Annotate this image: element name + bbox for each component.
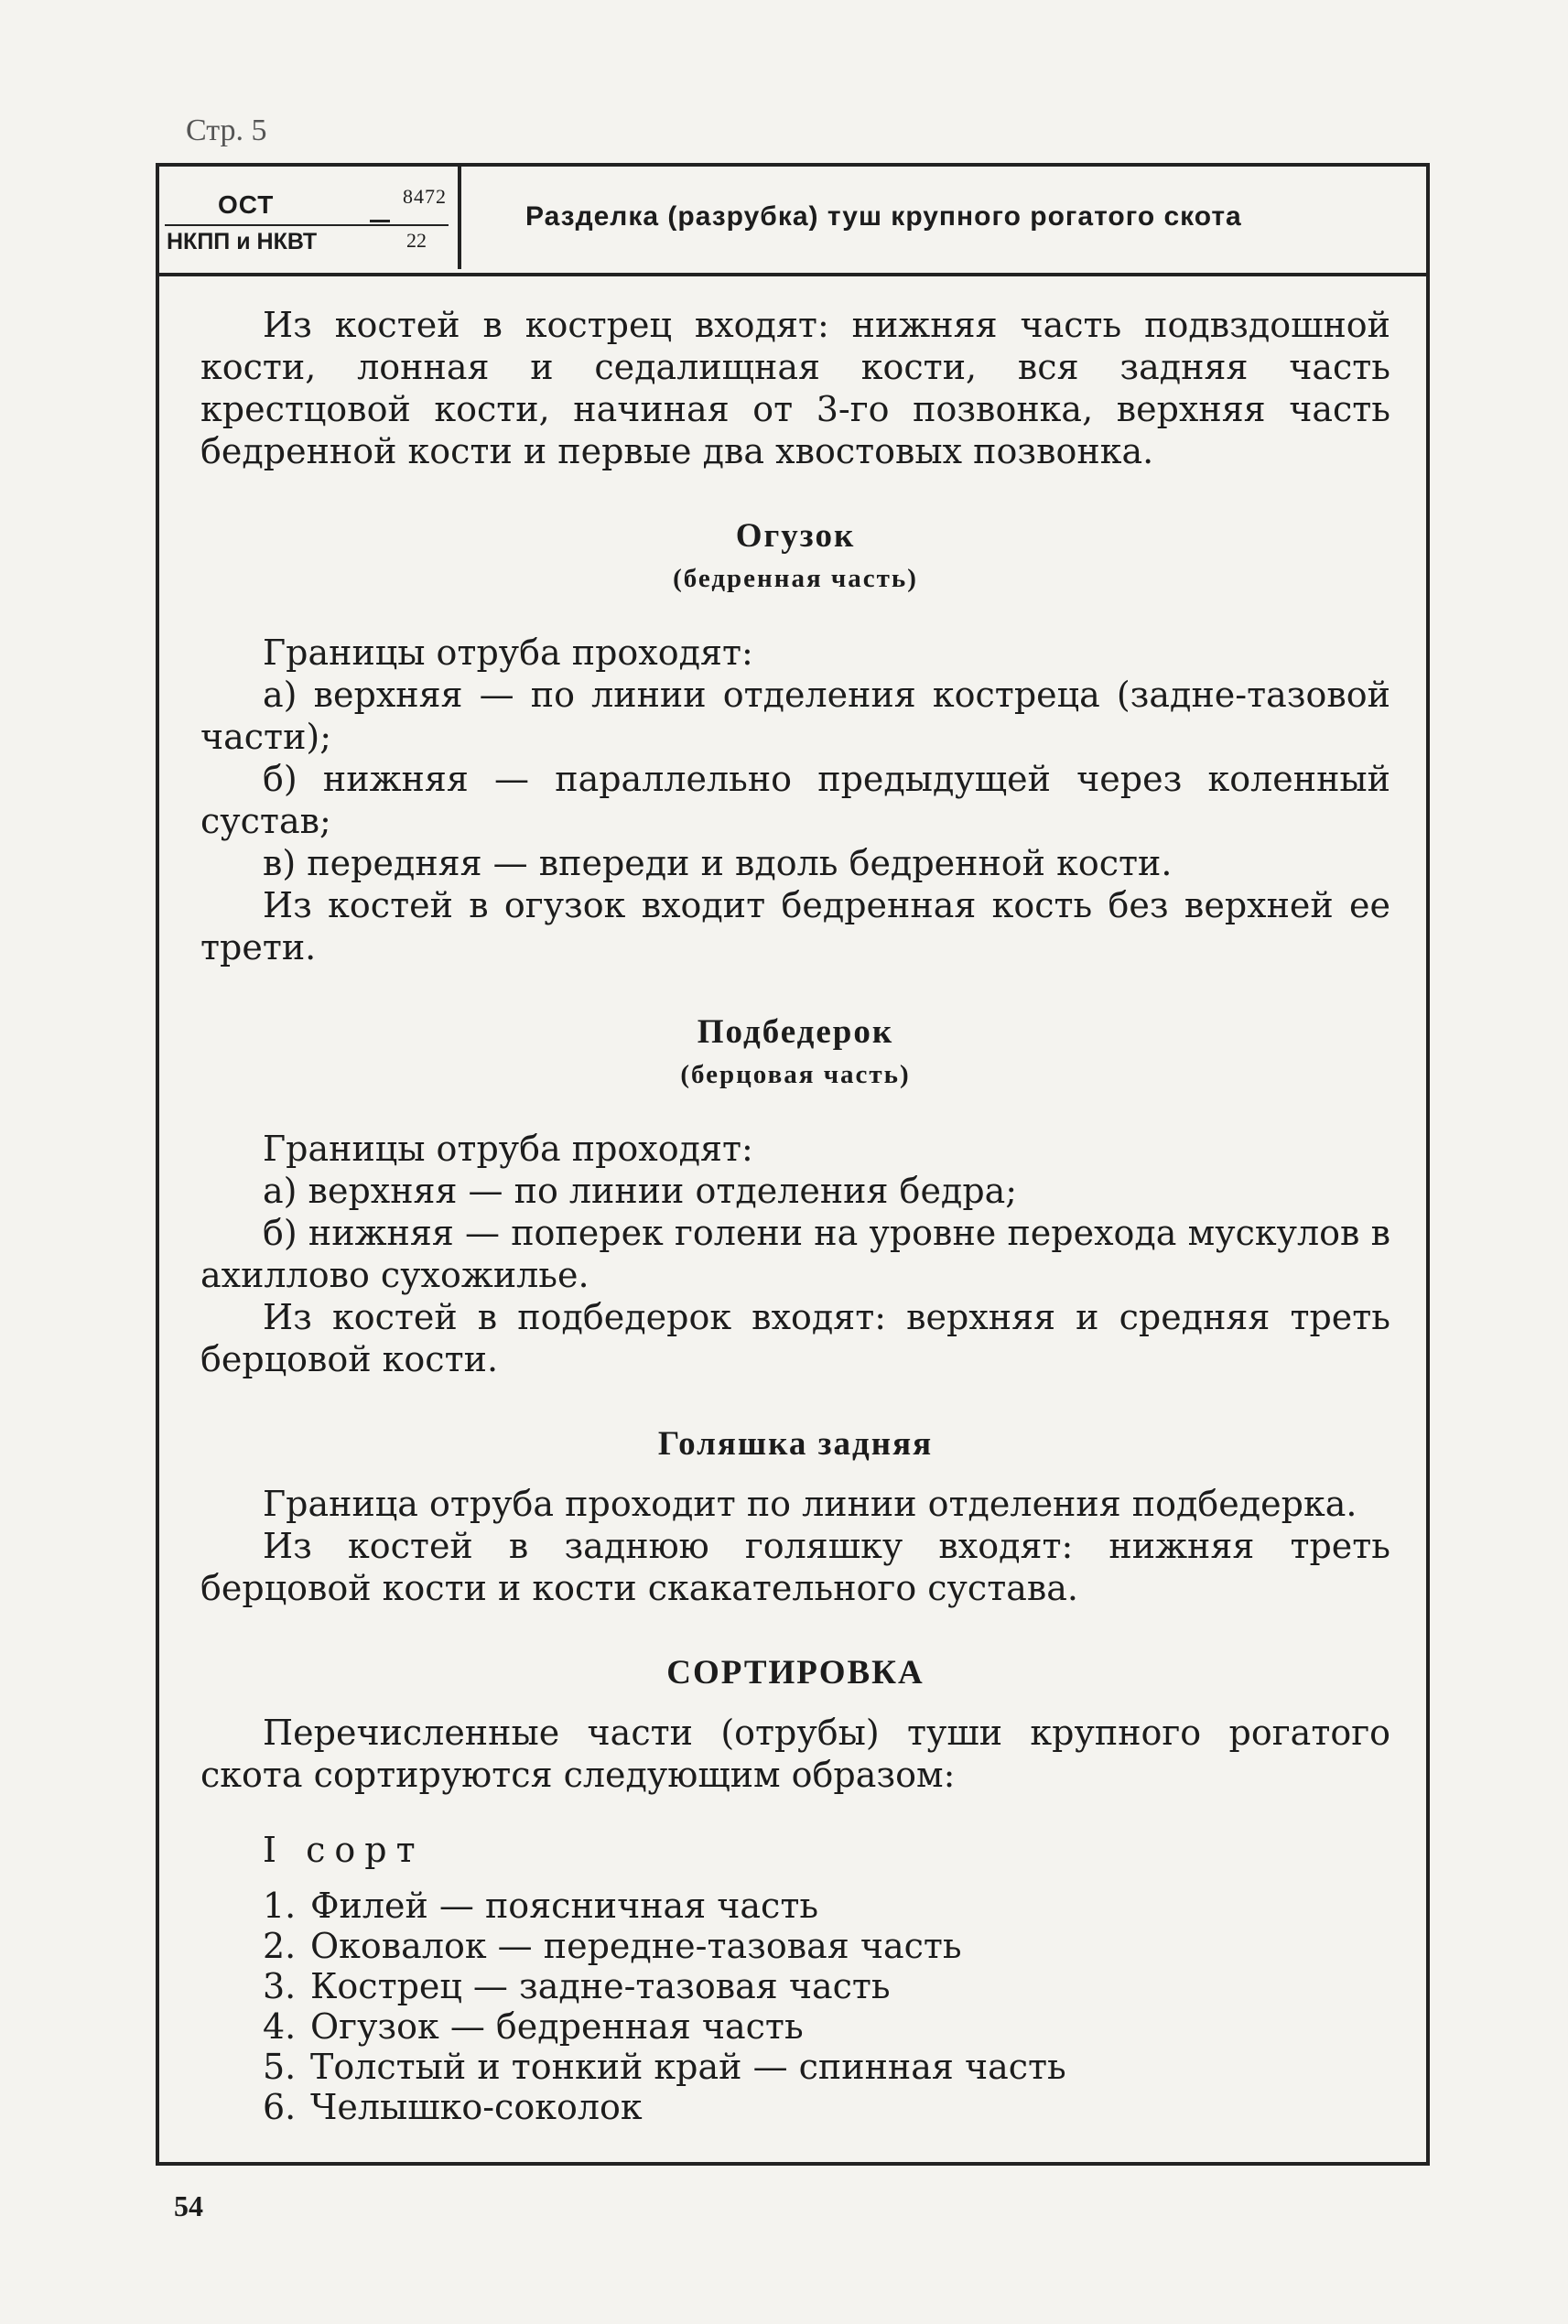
standard-sub-number: 22 [406, 229, 427, 252]
paragraph: в) передняя — впереди и вдоль бедренной кости. [263, 843, 1173, 883]
list-item: 3. Кострец — задне-тазовая часть [263, 1966, 891, 2006]
standard-number: 8472 [403, 185, 447, 208]
list-item: 5. Толстый и тонкий край — спинная часть [263, 2047, 1066, 2087]
page-number: 54 [174, 2189, 203, 2222]
section-heading-golyashka [200, 1422, 1390, 1466]
page-content [200, 304, 1390, 2127]
page-label: Стр. 5 [186, 113, 267, 147]
section-heading-podbederok [200, 1011, 1390, 1095]
paragraph: б) нижняя — поперек голени на уровне перехода мускулов в ахиллово сухожилье. [200, 1213, 1390, 1295]
section-heading-sorting [200, 1651, 1390, 1695]
paragraph: б) нижняя — параллельно предыдущей через коленный сустав; [200, 759, 1390, 841]
section-title: СОРТИРОВКА [666, 1654, 925, 1692]
intro-paragraph: Из костей в кострец входят: нижняя часть подвздошной кости, лонная и седалищная кости, вся задняя часть крестцовой кости, начиная от 3-го позвонка, верхняя часть бедренной кости и первые два хвостовых позвонка. [200, 305, 1390, 471]
section-title: Огузок [735, 517, 856, 555]
list-item: 2. Оковалок — передне-тазовая часть [263, 1926, 962, 1966]
standard-code-bottom [167, 229, 427, 255]
standard-code-box [159, 167, 461, 269]
paragraph: Граница отруба проходит по линии отделения подбедерка. [263, 1484, 1357, 1524]
paragraph: Границы отруба проходят: [263, 632, 753, 673]
section-title: Подбедерок [697, 1013, 894, 1051]
standard-name: ОСТ [218, 190, 275, 219]
standard-issuer: НКПП и НКВТ [167, 229, 318, 254]
section-title: Голяшка задняя [657, 1425, 934, 1463]
paragraph: Из костей в подбедерок входят: верхняя и средняя треть берцовой кости. [200, 1297, 1390, 1379]
section-subtitle: (берцовая часть) [680, 1060, 911, 1089]
section-subtitle: (бедренная часть) [673, 564, 918, 593]
fraction-line [165, 224, 449, 226]
list-item: 6. Челышко-соколок [263, 2087, 643, 2127]
document-title: Разделка (разрубка) туш крупного рогатого скота [525, 201, 1242, 232]
section-heading-oguzok [200, 514, 1390, 599]
paragraph: а) верхняя — по линии отделения костреца (задне-тазовой части); [200, 675, 1390, 757]
paragraph: Границы отруба проходят: [263, 1129, 753, 1169]
list-item: 4. Огузок — бедренная часть [263, 2006, 804, 2047]
list-item: 1. Филей — поясничная часть [263, 1886, 819, 1926]
paragraph: Из костей в огузок входит бедренная кость без верхней ее трети. [200, 885, 1390, 967]
dash-separator [370, 220, 390, 222]
grade-list [200, 1886, 1390, 2127]
paragraph: Из костей в заднюю голяшку входят: нижняя треть берцовой кости и кости скакательного сустава. [200, 1526, 1390, 1608]
paragraph: а) верхняя — по линии отделения бедра; [263, 1171, 1018, 1211]
page-header [159, 167, 1426, 276]
page-frame [156, 163, 1430, 2166]
paragraph: Перечисленные части (отрубы) туши крупного рогатого скота сортируются следующим образом: [200, 1713, 1390, 1795]
grade-heading: I сорт [263, 1830, 425, 1870]
